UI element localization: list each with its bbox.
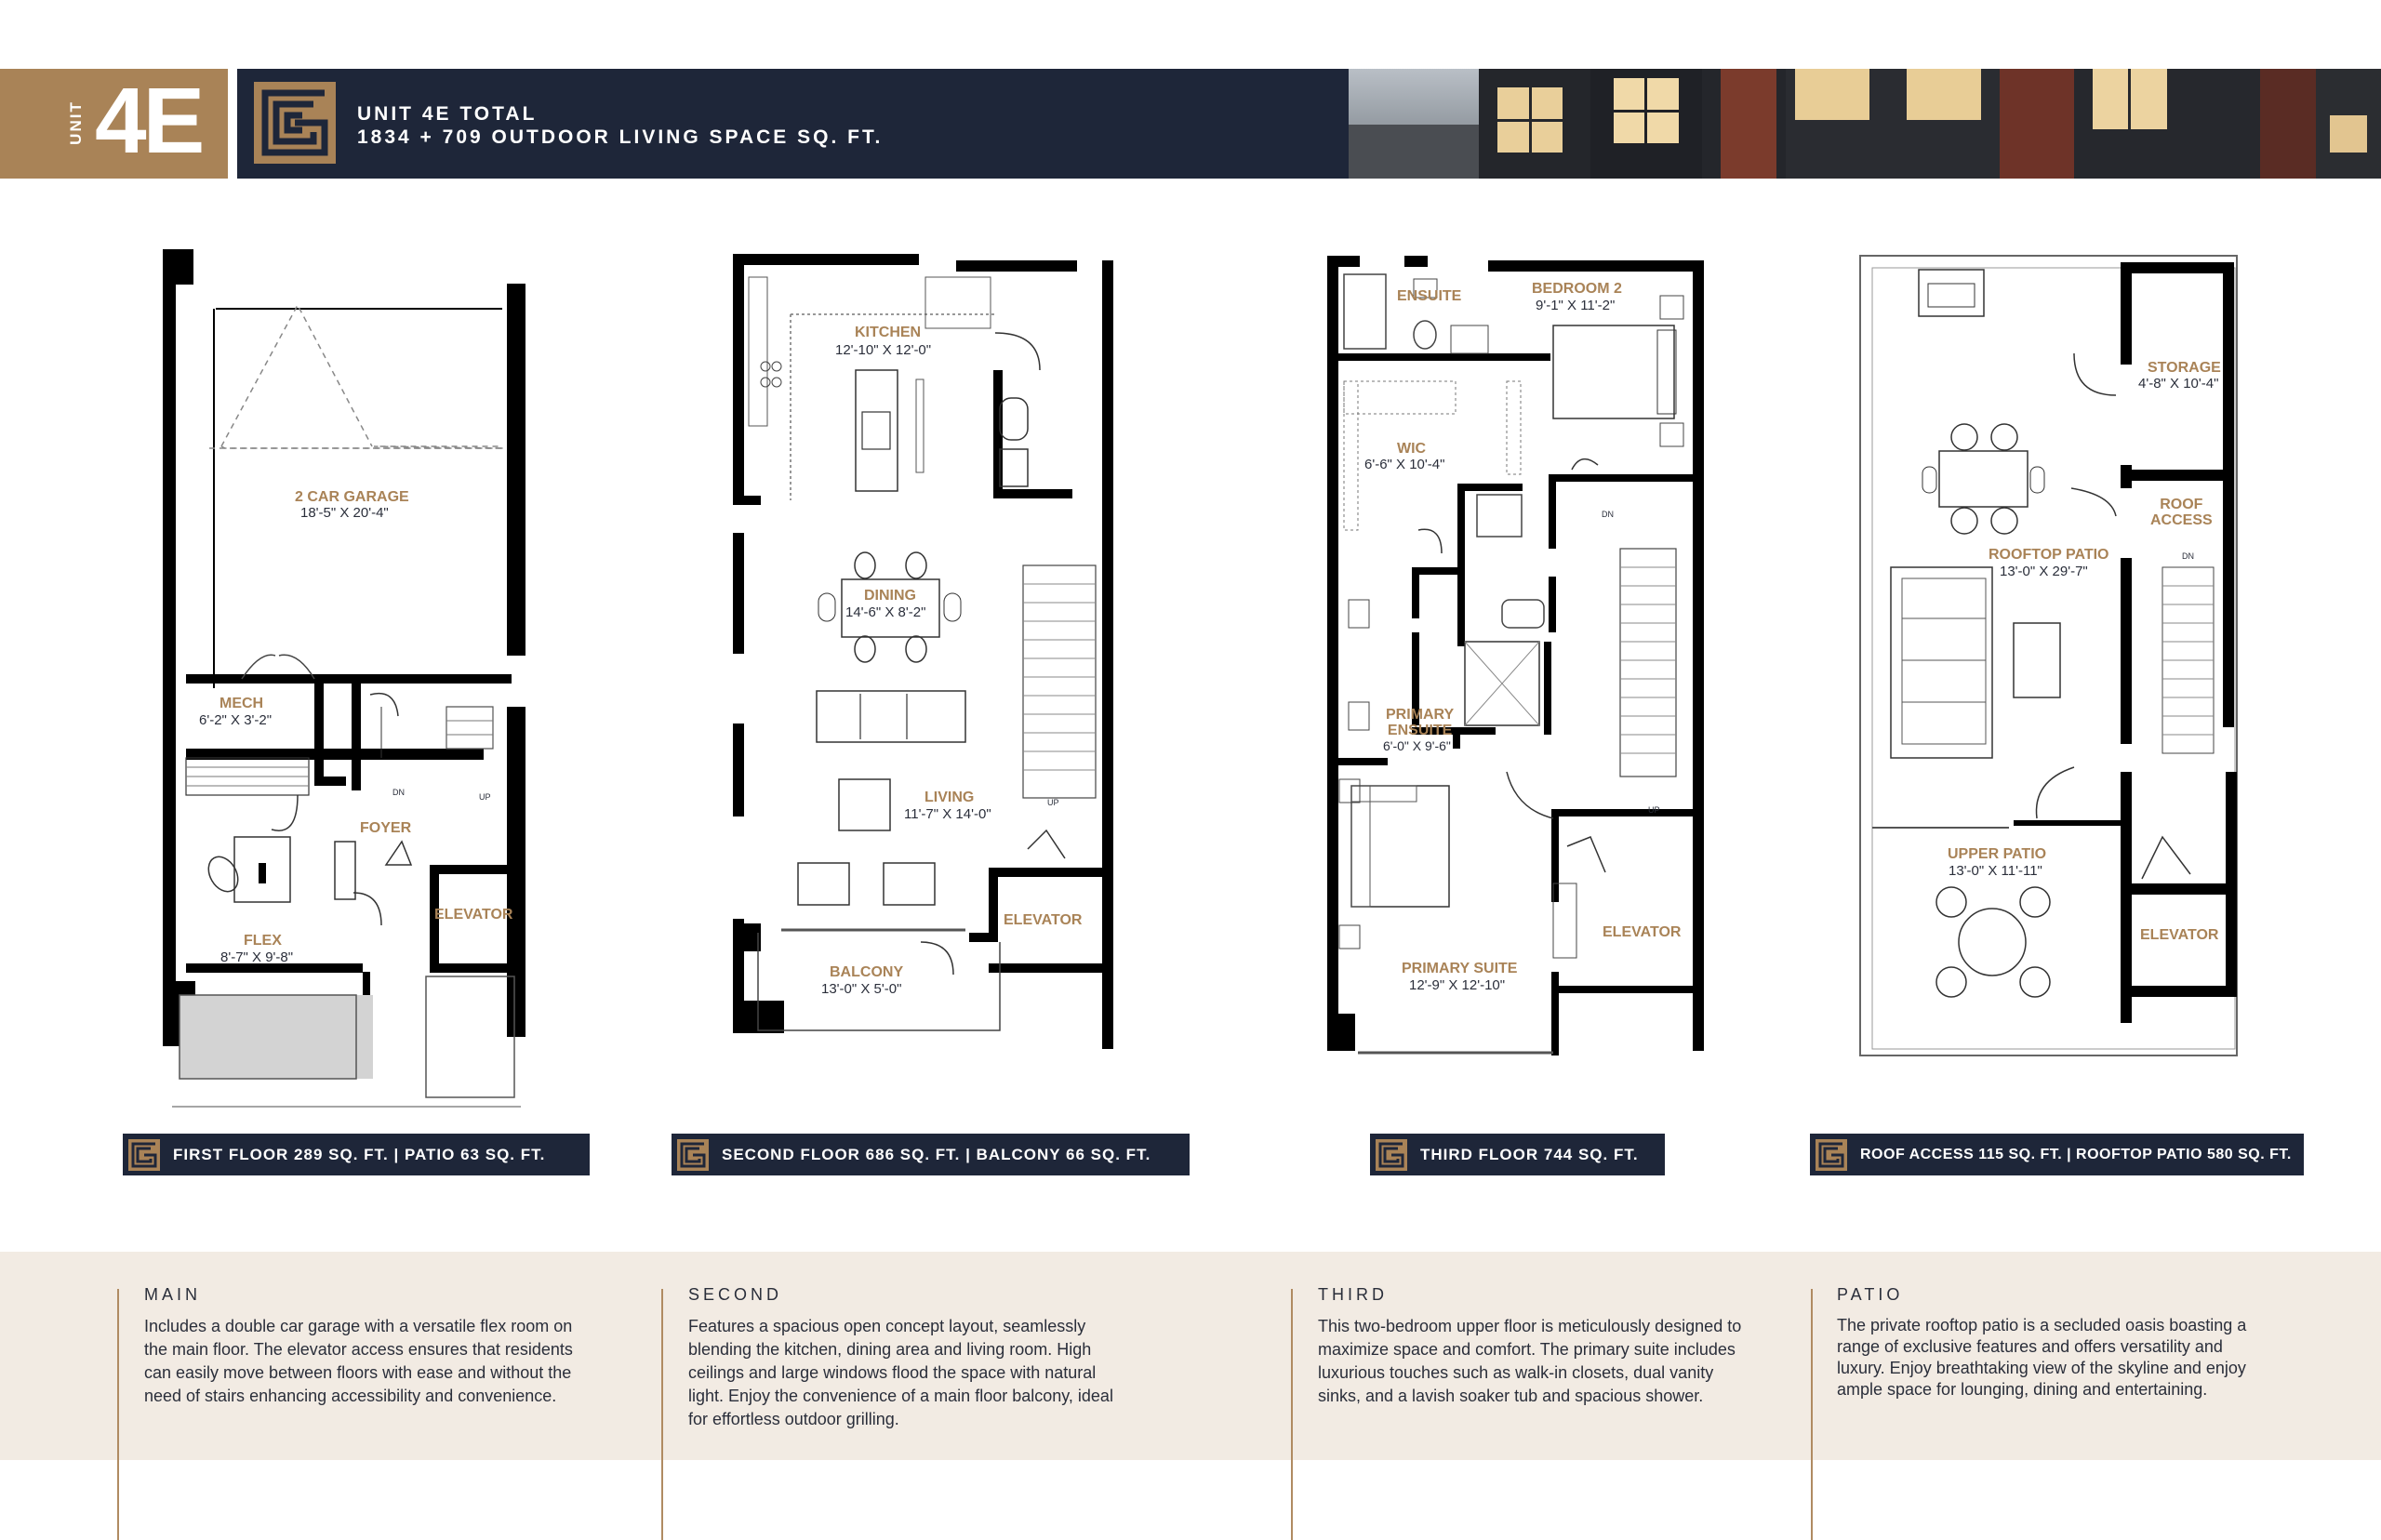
stair-dn-3: DN (1602, 510, 1614, 519)
room-label-roof-access (2150, 497, 2213, 528)
desc-text-patio: The private rooftop patio is a secluded oasis boasting a range of exclusive features and offers versatility and luxury. Enjoy breathtaking view of the skyline and enjoy ample space for lounging, dining and entertaining. (1837, 1316, 2247, 1399)
caption-first-floor (123, 1134, 590, 1175)
desc-title-second: SECOND (688, 1285, 783, 1304)
desc-text-third: This two-bedroom upper floor is meticulously designed to maximize space and comfort. The primary suite includes luxurious touches such as walk-in closets, dual vanity sinks, and a lavish soaker tub and spacious shower. (1318, 1317, 1742, 1405)
room-dim-wic: 6'-6" X 10'-4" (1364, 457, 1445, 472)
room-label-flex: FLEX (244, 933, 282, 949)
unit-total-title (357, 102, 883, 149)
desc-title-patio: PATIO (1837, 1285, 1904, 1304)
caption-first-floor-text: FIRST FLOOR 289 SQ. FT. | PATIO 63 SQ. FT. (173, 1145, 546, 1163)
desc-title-main: MAIN (144, 1285, 201, 1304)
room-label-dining: DINING (864, 588, 916, 604)
gg-monogram-logo-icon (677, 1139, 709, 1171)
room-dim-primary-ensuite: 6'-0" X 9'-6" (1383, 738, 1451, 753)
desc-text-main: Includes a double car garage with a versatile flex room on the main floor. The elevator access ensures that residents can easily move between floors with ease and without the need of stairs enhancing accessibility and convenience. (144, 1317, 573, 1405)
room-dim-mech: 6'-2" X 3'-2" (199, 712, 273, 728)
gg-monogram-logo-icon (254, 82, 336, 164)
desc-text-second: Features a spacious open concept layout, seamlessly blending the kitchen, dining area and living room. High ceilings and large windows flood the space with natural light. Enjoy the convenience of a main floor balcony, ideal for effortless outdoor grilling. (688, 1317, 1113, 1428)
room-label-bedroom2: BEDROOM 2 (1532, 281, 1622, 297)
first-floor-plan (158, 242, 558, 1121)
room-dim-balcony: 13'-0" X 5'-0" (821, 981, 902, 997)
caption-roof (1810, 1134, 2304, 1175)
primary-ensuite-line2: ENSUITE (1387, 723, 1453, 738)
caption-second-floor-text: SECOND FLOOR 686 SQ. FT. | BALCONY 66 SQ. FT. (722, 1145, 1151, 1163)
room-label-balcony: BALCONY (830, 964, 904, 980)
stair-up-2: UP (1047, 798, 1059, 807)
room-label-wic: WIC (1397, 441, 1427, 457)
room-dim-flex: 8'-7" X 9'-8" (220, 949, 294, 965)
unit-word-vertical: UNIT (66, 100, 85, 145)
room-label-elevator-3: ELEVATOR (1603, 924, 1682, 940)
room-label-primary-suite: PRIMARY SUITE (1402, 961, 1518, 976)
room-label-ensuite: ENSUITE (1397, 288, 1462, 304)
room-dim-dining: 14'-6" X 8'-2" (845, 604, 926, 620)
caption-roof-text: ROOF ACCESS 115 SQ. FT. | ROOFTOP PATIO 580 SQ. FT. (1860, 1146, 2292, 1162)
room-label-storage: STORAGE (2148, 360, 2221, 376)
caption-third-floor (1370, 1134, 1665, 1175)
room-label-living: LIVING (924, 790, 975, 805)
caption-third-floor-text: THIRD FLOOR 744 SQ. FT. (1420, 1145, 1639, 1163)
caption-second-floor (672, 1134, 1190, 1175)
stair-dn-roof: DN (2182, 551, 2194, 561)
primary-ensuite-line1: PRIMARY (1386, 707, 1455, 723)
second-floor-plan (725, 249, 1116, 1049)
gg-monogram-logo-icon (1816, 1139, 1847, 1171)
unit-total-line2: 1834 + 709 OUTDOOR LIVING SPACE SQ. FT. (357, 126, 884, 148)
divider-third (1291, 1289, 1293, 1540)
divider-second (661, 1289, 663, 1540)
room-label-garage: 2 CAR GARAGE (295, 489, 409, 505)
roof-access-line1: ROOF (2160, 497, 2203, 512)
desc-title-third: THIRD (1318, 1285, 1388, 1304)
room-label-upper-patio: UPPER PATIO (1948, 846, 2047, 862)
gg-monogram-logo-icon (1376, 1139, 1407, 1171)
room-label-primary-ensuite (1386, 707, 1454, 738)
divider-patio (1811, 1289, 1813, 1540)
room-label-elevator-roof: ELEVATOR (2140, 927, 2219, 943)
room-dim-living: 11'-7" X 14'-0" (904, 806, 991, 822)
exterior-photo (1349, 69, 2381, 179)
room-dim-kitchen: 12'-10" X 12'-0" (835, 342, 932, 358)
stair-up-1: UP (479, 792, 491, 802)
room-label-elevator-2: ELEVATOR (1004, 912, 1083, 928)
room-label-foyer: FOYER (360, 820, 412, 836)
gg-monogram-logo-icon (128, 1139, 160, 1171)
room-label-mech: MECH (219, 696, 264, 711)
room-dim-storage: 4'-8" X 10'-4" (2138, 376, 2219, 392)
room-label-elevator-1: ELEVATOR (434, 907, 513, 923)
unit-total-line1: UNIT 4E TOTAL (357, 103, 538, 125)
room-dim-primary-suite: 12'-9" X 12'-10" (1409, 977, 1506, 993)
divider-main (117, 1289, 119, 1540)
room-dim-garage: 18'-5" X 20'-4" (300, 505, 389, 521)
roof-access-line2: ACCESS (2150, 512, 2213, 528)
room-label-kitchen: KITCHEN (855, 325, 922, 340)
room-label-rooftop-patio: ROOFTOP PATIO (1989, 547, 2109, 563)
room-dim-rooftop-patio: 13'-0" X 29'-7" (2000, 564, 2088, 579)
unit-number: 4E (95, 69, 202, 173)
room-dim-upper-patio: 13'-0" X 11'-11" (1949, 863, 2042, 879)
stair-up-3: UP (1648, 805, 1660, 815)
stair-dn-1: DN (392, 788, 405, 797)
room-dim-bedroom2: 9'-1" X 11'-2" (1536, 298, 1616, 313)
